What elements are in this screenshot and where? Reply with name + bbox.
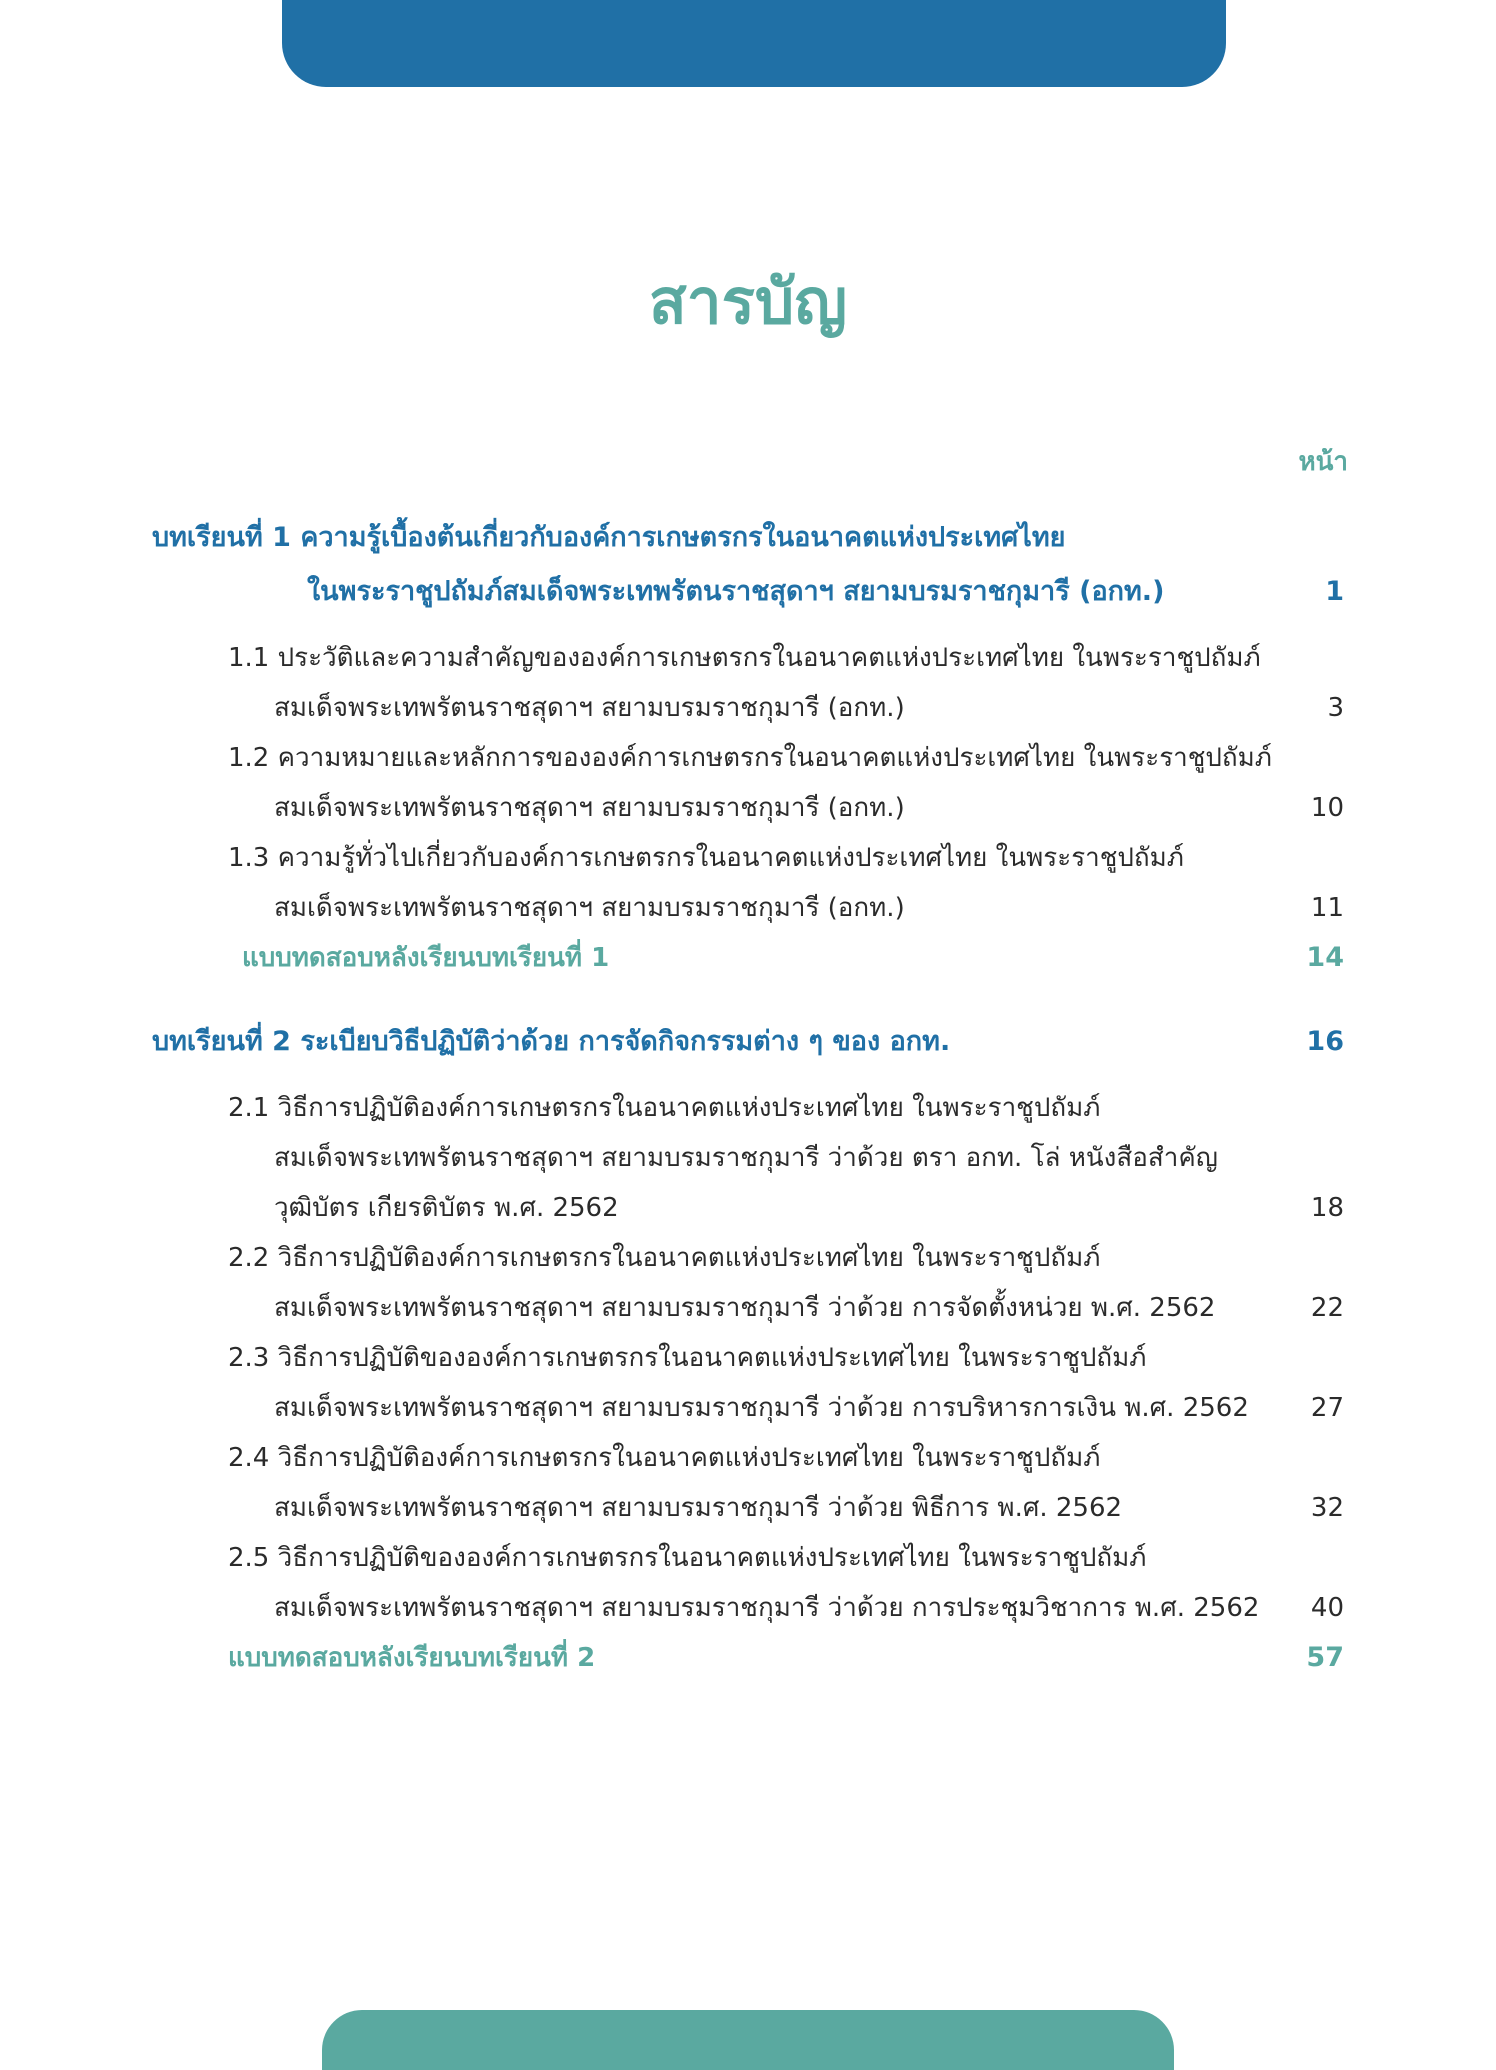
chapter-2-title[interactable]: บทเรียนที่ 2 ระเบียบวิธีปฏิบัติว่าด้วย การจัดกิจกรรมต่าง ๆ ของ อกท.: [152, 1026, 951, 1057]
toc-item-2-5-page: 40: [1310, 1593, 1344, 1623]
toc-item-1-1-line-1[interactable]: 1.1 ประวัติและความสำคัญขององค์การเกษตรกรในอนาคตแห่งประเทศไทย ในพระราชูปถัมภ์: [228, 643, 1261, 673]
toc-item-2-4-line-2[interactable]: สมเด็จพระเทพรัตนราชสุดาฯ สยามบรมราชกุมารี ว่าด้วย พิธีการ พ.ศ. 2562: [274, 1493, 1123, 1523]
chapter-1-title-line-1[interactable]: บทเรียนที่ 1 ความรู้เบื้องต้นเกี่ยวกับองค์การเกษตรกรในอนาคตแห่งประเทศไทย: [152, 522, 1066, 553]
toc-item-2-1-page: 18: [1310, 1193, 1344, 1223]
toc-item-2-1-line-3[interactable]: วุฒิบัตร เกียรติบัตร พ.ศ. 2562: [274, 1193, 619, 1223]
toc-item-2-2-page: 22: [1310, 1293, 1344, 1323]
toc-item-2-2-line-2[interactable]: สมเด็จพระเทพรัตนราชสุดาฯ สยามบรมราชกุมารี ว่าด้วย การจัดตั้งหน่วย พ.ศ. 2562: [274, 1293, 1216, 1323]
toc-item-1-2-page: 10: [1310, 793, 1344, 823]
toc-item-2-1-line-1[interactable]: 2.1 วิธีการปฏิบัติองค์การเกษตรกรในอนาคตแห่งประเทศไทย ในพระราชูปถัมภ์: [228, 1093, 1101, 1123]
bottom-decorative-bar: [322, 2010, 1174, 2070]
chapter-1-title-line-2[interactable]: ในพระราชูปถัมภ์สมเด็จพระเทพรัตนราชสุดาฯ สยามบรมราชกุมารี (อกท.): [307, 576, 1165, 607]
toc-item-2-3-line-1[interactable]: 2.3 วิธีการปฏิบัติขององค์การเกษตรกรในอนาคตแห่งประเทศไทย ในพระราชูปถัมภ์: [228, 1343, 1147, 1373]
toc-item-2-1-line-2[interactable]: สมเด็จพระเทพรัตนราชสุดาฯ สยามบรมราชกุมารี ว่าด้วย ตรา อกท. โล่ หนังสือสำคัญ: [274, 1143, 1218, 1173]
toc-item-1-3-page: 11: [1310, 893, 1344, 923]
chapter-1-quiz-page: 14: [1306, 942, 1344, 973]
toc-item-1-2-line-2[interactable]: สมเด็จพระเทพรัตนราชสุดาฯ สยามบรมราชกุมารี (อกท.): [274, 793, 905, 823]
toc-item-2-3-line-2[interactable]: สมเด็จพระเทพรัตนราชสุดาฯ สยามบรมราชกุมารี ว่าด้วย การบริหารการเงิน พ.ศ. 2562: [274, 1393, 1249, 1423]
toc-item-2-4-page: 32: [1310, 1493, 1344, 1523]
chapter-1-page: 1: [1325, 576, 1344, 607]
toc-item-1-3-line-2[interactable]: สมเด็จพระเทพรัตนราชสุดาฯ สยามบรมราชกุมารี (อกท.): [274, 893, 905, 923]
toc-item-2-2-line-1[interactable]: 2.2 วิธีการปฏิบัติองค์การเกษตรกรในอนาคตแห่งประเทศไทย ในพระราชูปถัมภ์: [228, 1243, 1101, 1273]
toc-item-2-5-line-1[interactable]: 2.5 วิธีการปฏิบัติขององค์การเกษตรกรในอนาคตแห่งประเทศไทย ในพระราชูปถัมภ์: [228, 1543, 1147, 1573]
toc-item-1-1-page: 3: [1327, 693, 1344, 723]
toc-item-2-5-line-2[interactable]: สมเด็จพระเทพรัตนราชสุดาฯ สยามบรมราชกุมารี ว่าด้วย การประชุมวิชาการ พ.ศ. 2562: [274, 1593, 1260, 1623]
toc-item-2-4-line-1[interactable]: 2.4 วิธีการปฏิบัติองค์การเกษตรกรในอนาคตแห่งประเทศไทย ในพระราชูปถัมภ์: [228, 1443, 1101, 1473]
chapter-2-quiz-page: 57: [1306, 1642, 1344, 1673]
page-column-label: หน้า: [1298, 447, 1348, 477]
toc-item-2-3-page: 27: [1310, 1393, 1344, 1423]
chapter-1-quiz[interactable]: แบบทดสอบหลังเรียนบทเรียนที่ 1: [242, 943, 610, 973]
chapter-2-quiz[interactable]: แบบทดสอบหลังเรียนบทเรียนที่ 2: [228, 1643, 596, 1673]
page-title: สารบัญ: [648, 265, 848, 338]
toc-item-1-2-line-1[interactable]: 1.2 ความหมายและหลักการขององค์การเกษตรกรในอนาคตแห่งประเทศไทย ในพระราชูปถัมภ์: [228, 743, 1272, 773]
toc-item-1-1-line-2[interactable]: สมเด็จพระเทพรัตนราชสุดาฯ สยามบรมราชกุมารี (อกท.): [274, 693, 905, 723]
toc-item-1-3-line-1[interactable]: 1.3 ความรู้ทั่วไปเกี่ยวกับองค์การเกษตรกรในอนาคตแห่งประเทศไทย ในพระราชูปถัมภ์: [228, 843, 1184, 873]
chapter-2-page: 16: [1306, 1026, 1344, 1057]
